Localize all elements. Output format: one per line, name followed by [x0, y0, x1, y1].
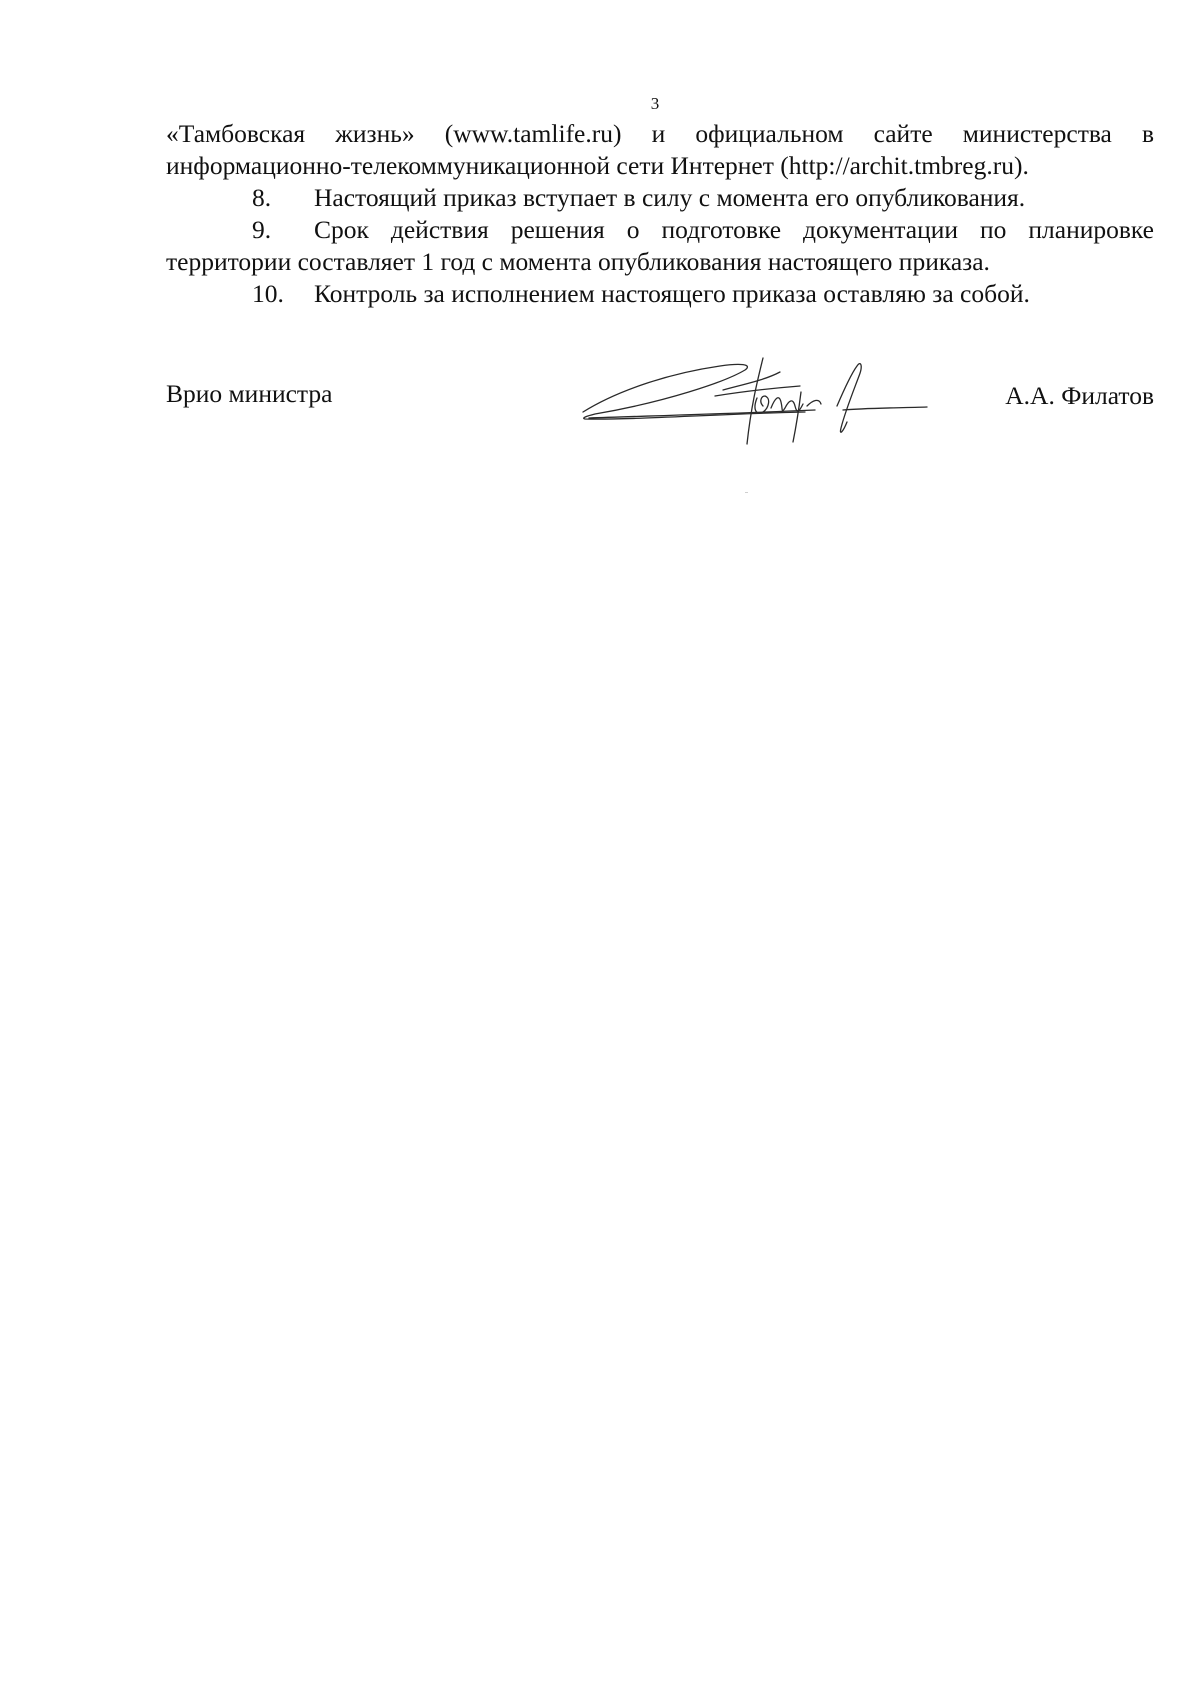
signatory-title: Врио министра [166, 379, 333, 408]
paragraph-item-row [166, 214, 1154, 278]
scan-speck [745, 492, 748, 493]
paragraph-item-9 [166, 214, 1154, 278]
paragraph-item-row [166, 182, 1154, 214]
paragraph-item-row [166, 278, 1154, 310]
paragraph-item-number: 10. [252, 279, 284, 308]
paragraph-item-text: Срок действия решения о подготовке документации по планировке территории составляет 1 год с момента опубликования настоящего приказа. [166, 215, 1154, 276]
paragraph-item-text: Контроль за исполнением настоящего приказа оставляю за собой. [314, 279, 1030, 308]
paragraph-item-number: 8. [252, 183, 272, 212]
paragraph-item-number: 9. [252, 215, 272, 244]
paragraph-continuation: «Тамбовская жизнь» (www.tamlife.ru) и официальном сайте министерства в информационно-телекоммуникационной сети Интернет (http://archit.tmbreg.ru). [166, 119, 1154, 180]
handwritten-signature [575, 352, 935, 452]
page-number: 3 [650, 94, 660, 113]
paragraph-item-10 [166, 278, 1154, 310]
document-body [166, 118, 1154, 310]
paragraph-item-8 [166, 182, 1154, 214]
signatory-name: А.А. Филатов [1005, 381, 1154, 410]
paragraph-item-text: Настоящий приказ вступает в силу с момента его опубликования. [314, 183, 1026, 212]
